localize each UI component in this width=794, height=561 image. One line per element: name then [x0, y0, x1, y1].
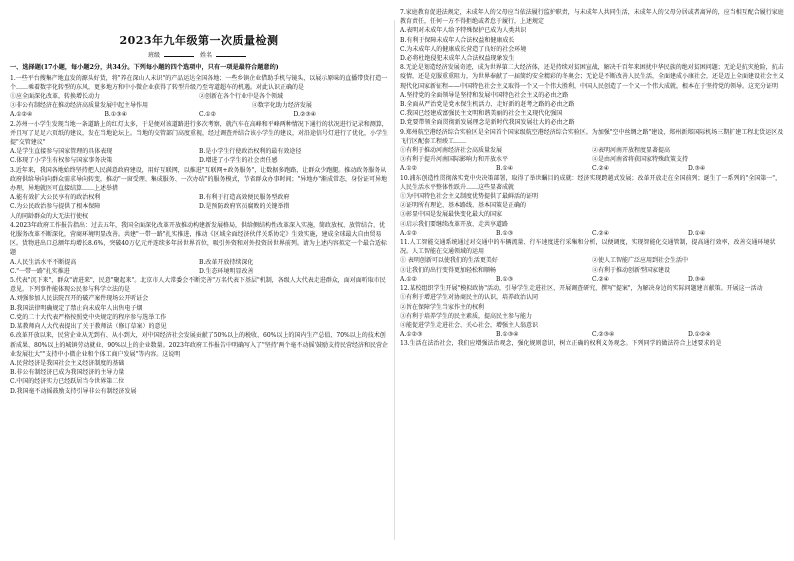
exam-title: 2023年九年级第一次质量检测	[119, 34, 279, 47]
question-stem: 11.人工智能交通系统通过对交通中的车辆流量、行车速度进行采集和分析，以便调度，实现智能化交通管制，提高通行效率，改善交通环境状况。人工智能在交通领域的运用	[400, 239, 776, 256]
column-divider	[394, 20, 395, 540]
option: ③非公有制经济在推动经济高质量发展中起主导作用	[10, 102, 149, 110]
option: ④是由河南省将获国家特殊政策支持	[592, 156, 689, 164]
option: ②创新在各个行业中是各个领域	[199, 93, 284, 101]
option: D.某教师向人大代表提出了关于教师法（修订草案）的意见	[10, 323, 167, 331]
question-1	[10, 74, 388, 120]
answer-choice: D.②③④	[293, 111, 317, 119]
question-stem: 9.郑州航空港经济综合实验区是全国首个国家级航空港经济综合实验区。为加强"空中丝绸之路"建设，郑州新郑国际机场三期扩建工程北货运区及飞行区配套工程竣工……	[400, 128, 784, 145]
class-label: 班级	[148, 52, 161, 60]
question-3	[10, 166, 388, 221]
option: C.中国的经济实力已经跃居当今世界第二位	[10, 378, 125, 386]
answer-choice: B.①③④	[104, 111, 127, 119]
option: C.为未成年人的健康成长营造了良好的社会环境	[400, 45, 527, 53]
answer-choice: D.①②④	[688, 331, 711, 339]
option: ②证明所有理论、基本路线、基本国策是正确的	[400, 202, 527, 210]
question-stem: 7.家庭教育促进法规定，未成年人的父母应当依法履行监护职责，与未成年人共同生活，未成年人的父母分居或者离异的，应当相互配合履行家庭教育责任，任何一方不得拒绝或者怠于履行，上述规定	[400, 9, 784, 26]
option: B.有利于打造高效便民服务型政府	[199, 194, 290, 202]
question-10	[400, 174, 784, 238]
answer-choice: B.①④	[496, 165, 514, 173]
question-7	[400, 8, 784, 63]
answer-choice: C.①②	[199, 111, 217, 119]
section-heading: 一、选择题(17小题，每小题2分，共34分。下列每小题的四个选项中，只有一项是最符合题意的)	[10, 64, 279, 72]
question-stem: 5.代表"沉下来"，群众"请进来"，民意"聚起来"。北京市人大常委会不断完善"万名代表下基层"机制，各级人大代表走进群众，面对面听取市民意见。下列事件能体现公民参与科学立法的是	[10, 277, 386, 294]
question-stem: 12.某校组织学生开展"模拟政协"活动，引导学生走进社区，开展调查研究，撰写"提案"，为解决身边的实际问题建言献策。开展这一活动	[400, 285, 763, 293]
option: C.我国已经建成富强民主文明和谐美丽的社会主义现代化强国	[400, 110, 563, 118]
question-8	[400, 63, 784, 127]
right-column	[400, 8, 784, 349]
option: ④数字化助力经济发展	[251, 102, 312, 110]
option: A.民营经济是我国社会主义经济制度的基础	[10, 359, 125, 367]
option: C.体现了小学生有权参与国家事务决策	[10, 157, 113, 165]
option: ① 表明创新可以使我们的生活更美好	[400, 257, 498, 265]
option: B.改革开放持续深化	[199, 258, 254, 266]
option: B.非公有制经济已成为我国经济的主导力量	[10, 369, 125, 377]
answer-choice: A.①②	[400, 229, 417, 237]
question-2	[10, 120, 388, 166]
answer-choice: D.③④	[688, 165, 706, 173]
answer-choice: B.①③	[496, 275, 514, 283]
option: A.坚持党的全面领导是坚持和发展中国特色社会主义的必由之路	[400, 91, 569, 99]
answer-choice: C.②③④	[592, 331, 615, 339]
question-stem: 4.2023年政府工作报告指出：过去五年，我国全面深化改革开放推动构建新发展格局，供给侧结构性改革深入实施，简政放权、放管结合、优化服务改革不断深化，营商环境明显改善。共建"一带一路"扎实推进，推动《区域全面经济伙伴关系协定》生效实施，建成全球最大自由贸易区。货物进出口总额年均增长8.6%，突破40万亿元并连续多年居世界首位，吸引外资和对外投资居世界前列。请为上述内容拟定一个最合适标题	[10, 221, 387, 257]
question-11	[400, 238, 784, 284]
option: A.能有效扩大公民享有的政治权利	[10, 194, 101, 202]
student-info	[10, 51, 388, 60]
answer-choice: B.①③	[496, 229, 514, 237]
option: B.有利于保障未成年人合法权益和健康成长	[400, 36, 515, 44]
option: A.表明对未成年人给予特殊保护已成为人类共识	[400, 27, 527, 35]
option: D.党要带领全面贯彻新发展理念是新时代我国发展壮大的必由之路	[400, 119, 575, 127]
option: B.全面从严治党是党永保生机活力、走好新的赶考之路的必由之路	[400, 101, 575, 109]
option: A.人民生活水平不断提高	[10, 258, 77, 266]
option: B.是小学生行使政治权利的最有效途径	[199, 148, 302, 156]
question-6	[10, 331, 388, 395]
option: ③有利于提升河南国际影响力和开放水平	[400, 156, 509, 164]
option: C.为公民政治参与提供了根本保障	[10, 203, 101, 211]
question-12	[400, 284, 784, 339]
option: B.我国法律明确规定了禁止向未成年人出售电子烟	[10, 304, 143, 312]
answer-choice: C.②④	[592, 229, 610, 237]
answer-choice: A.①②④	[10, 111, 33, 119]
option: ③让我们的出行变得更加轻松和顺畅	[400, 266, 497, 274]
question-stem: 3.近年来，我国各地始终坚持把人民满意政府建设，用好互联网，以推进"互联网+政务服务"，让数据多跑路，让群众少跑腿。推动政务服务从政府供给导向向群众需求导向转变，推动"一窗受理、集成服务、一次办结"的服务模式，节省群众办事时间；"异地办"渐成常态，身份证可异地办理，异地就医可直接结算……上述举措	[10, 166, 388, 193]
option: D.我国毫不动摇鼓励支持引导非公有制经济发展	[10, 387, 137, 395]
option: ③彰显中国是发展最快变化最大的国家	[400, 211, 503, 219]
question-5	[10, 276, 388, 331]
answer-choice: A.①②	[400, 275, 417, 283]
answer-choice: C.②④	[592, 275, 610, 283]
option: A.刘强参加人民法院召开的破产案件现场公开听证会	[10, 295, 149, 303]
question-tail: 人的同龄群众的大无法行使权	[10, 212, 89, 220]
option: C.党的二十大代表严格按照党中央规定的程序参与选举工作	[10, 313, 167, 321]
option: D.必将杜绝侵犯未成年人合法权益现象发生	[400, 55, 515, 63]
option: A.是学生直接参与国家管理的具体表现	[10, 148, 113, 156]
question-stem: 13.生活在法治社会，我们应增强法治观念，强化规则意识，树立正确的权利义务观念。下列同学的做法符合上述要求的是	[400, 340, 722, 348]
answer-choice: A.①②③	[400, 331, 423, 339]
option: ②旨在保障学生当家作主的权利	[400, 303, 485, 311]
answer-choice: B.①③④	[496, 331, 519, 339]
question-13	[400, 339, 784, 348]
option: D.是预防政府官员腐败的关键举措	[199, 203, 290, 211]
option: ②表明河南开放程度显著提高	[592, 147, 671, 155]
question-9	[400, 128, 784, 174]
question-4	[10, 221, 388, 276]
option: ①有利于增进学生对协商民主的认识，培养政治认同	[400, 294, 539, 302]
option: D.生态环境明显改善	[199, 267, 254, 275]
option: ④有利于推动创新型国家建设	[592, 266, 671, 274]
option: ③有利于培养学生的民主素质，提高民主参与能力	[400, 312, 533, 320]
option: ④启示我们要继续改革开放、走共享道路	[400, 220, 509, 228]
option: ①为中国特色社会主义制度优势提供了最鲜活的证明	[400, 193, 539, 201]
option: ④能促进学生走进社会、关心社会，增强主人翁意识	[400, 321, 539, 329]
name-label: 姓名	[199, 52, 212, 60]
left-column	[10, 8, 388, 396]
option: ①应全面深化改革，转换增长动力	[10, 93, 101, 101]
question-stem: 8.无论是划造经济发展奇迹，成为世界第二大经济体，还是持续对贫困宣战，解决千百年来困扰中华民族的绝对贫困问题；无论是抗灾抢险，抗击疫情，还是克服重重阻力，为世界奉献了一届简约安全精彩的冬奥会；无论是不断改善人民生活，全面建成小康社会，还是迈上全面建设社会主义现代化国家新征程——中国特色社会主义取得一个又一个伟大胜利，中国人民创造了一个又一个伟大成就，根本在于坚持党的领导。这充分证明	[400, 64, 785, 90]
option: ①有利于推动河南经济社会高质量发展	[400, 147, 503, 155]
question-stem: 2.苏州一小学生发现当地一条道路上的红灯太多，于是便对该道路进行多次考察，就汽车在高峰和平峰两种情况下通行的状况进行记录和测算，并且写了足足六页纸的建议，发在当地论坛上。当地的交管部门高度重视，经过调查并结合该小学生的建议，对沿途信号灯进行了优化，小学生提"交管建议"	[10, 120, 389, 147]
answer-choice: A.①②	[400, 165, 417, 173]
name-blank[interactable]	[216, 56, 246, 57]
question-stem: 10.浦东创造性贯彻落实党中央决策部署，取得了举世瞩目的成就：经济实现跨越式发展；改革开放走在全国前列；诞生了一系列的"全国第一"，人民生活水平整体性跃升……这些显著成就	[400, 174, 782, 191]
question-stem: 6.改革开放以来，民营企业从无到有、从小到大，对中国经济社会发展贡献了50%以上的税收、60%以上的国内生产总值、70%以上的技术创新成果、80%以上的城镇劳动就业、90%以上的企业数量。2023年政府工作报告中明确写入了"坚持'两个毫不动摇'鼓励支持民营经济和民营企业发展壮大""支持中小微企业和个体工商户发展"等内容。这说明	[10, 332, 389, 358]
answer-choice: D.①④	[688, 229, 706, 237]
answer-choice: C.②④	[592, 165, 610, 173]
option: ②使人工智能广泛应用到社会生活中	[592, 257, 689, 265]
option: D.增进了小学生的社会责任感	[199, 157, 278, 165]
answer-choice: D.③④	[688, 275, 706, 283]
question-stem: 1.一些平台搜集产地直发的源头好货，将"养在深山人未识"的产品运达全国各地；一些乡镇企业借助手机与镜头，以展示原味的直播带货打造一个……乘着数字化转型的东风，更多地方和中小微企业获得了转型升级乃至弯道超车的机遇。对此认识正确的是	[10, 74, 388, 91]
class-blank[interactable]	[164, 56, 194, 57]
option: C."一带一路"扎实推进	[10, 267, 70, 275]
